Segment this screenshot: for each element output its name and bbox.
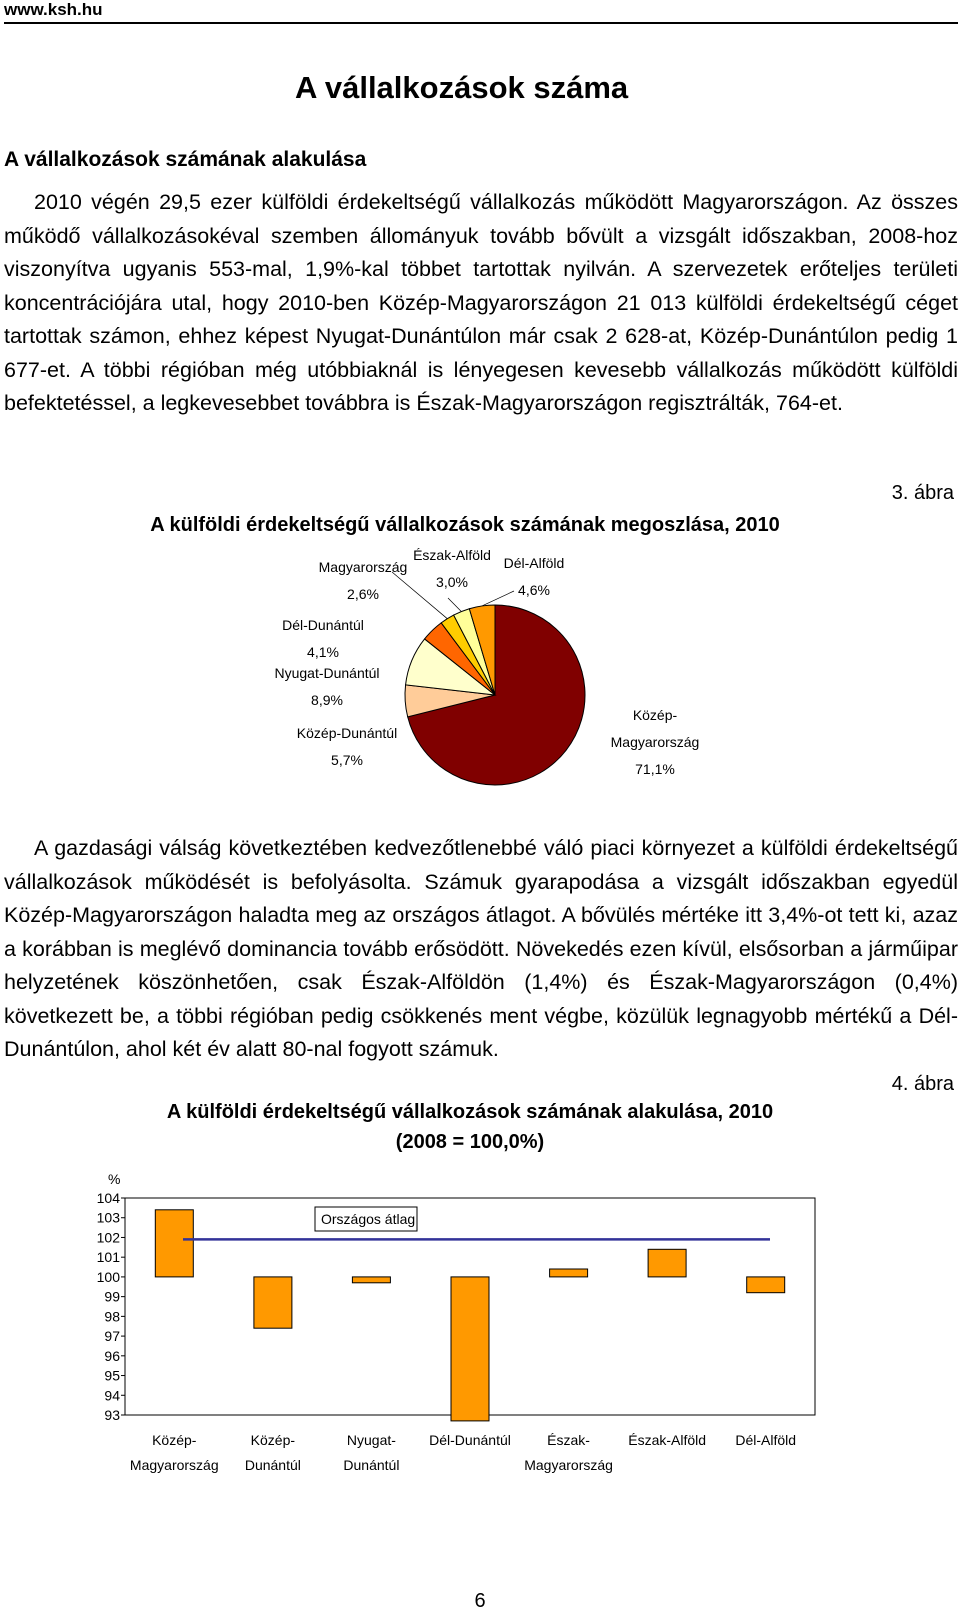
site-link[interactable]: www.ksh.hu — [4, 0, 103, 19]
section-heading: A vállalkozások számának alakulása — [4, 148, 367, 171]
y-tick-label: 104 — [96, 1190, 120, 1206]
x-tick-label: Észak-Magyarország — [524, 1432, 613, 1473]
x-tick-label: Közép-Dunántúl — [244, 1432, 301, 1473]
x-tick-label: Közép-Magyarország — [129, 1432, 219, 1473]
bar-3 — [451, 1277, 489, 1421]
pie-label-1: Közép-Dunántúl 5,7% — [296, 725, 398, 768]
x-tick-label: Dél-Dunántúl — [429, 1432, 511, 1448]
y-tick-label: 103 — [96, 1209, 120, 1226]
y-tick-label: 100 — [96, 1268, 120, 1285]
page-number: 6 — [474, 1590, 486, 1612]
figure-4-title-line2: (2008 = 100,0%) — [395, 1131, 545, 1153]
y-tick-label: 94 — [104, 1387, 120, 1404]
pie-label-3: Dél-Dunántúl 4,1% — [282, 617, 364, 660]
figure-3-number: 3. ábra — [891, 482, 954, 504]
pie-label-4: Magyarország 2,6% — [318, 559, 408, 602]
y-tick-label: 101 — [96, 1249, 120, 1266]
figure-3-title: A külföldi érdekeltségű vállalkozások számának megoszlása, 2010 — [150, 514, 780, 536]
bar-chart — [0, 1160, 960, 1495]
figure-4-title-line1: A külföldi érdekeltségű vállalkozások számának alakulása, 2010 — [166, 1101, 774, 1123]
pie-label-2: Nyugat-Dunántúl 8,9% — [274, 665, 380, 708]
bar-6 — [747, 1277, 785, 1293]
y-tick-label: 99 — [104, 1288, 120, 1305]
y-tick-label: 93 — [104, 1407, 120, 1423]
y-tick-label: 97 — [104, 1328, 120, 1345]
page-title: A vállalkozások száma — [295, 70, 629, 105]
paragraph-1 — [4, 186, 958, 421]
bar-4 — [550, 1269, 588, 1277]
bar-2 — [352, 1277, 390, 1283]
x-tick-label: Nyugat-Dunántúl — [343, 1432, 400, 1473]
pie-chart — [0, 540, 960, 805]
paragraph-2-text: A gazdasági válság következtében kedvezőtlenebbé váló piaci környezet a külföldi érdekeltségű vállalkozások működését is befolyásolta. Számuk gyarapodása a vizsgált időszakban egyedül Közép-Magyarországon haladta meg az országos átlagot. A bővülés mértéke itt 3,4%-ot tett ki, azaz a korábban is meglévő dominancia tovább erősödött. Növekedés ezen kívül, elsősorban a járműipar helyzetének köszönhetően, csak Észak-Alföldön (1,4%) és Észak-Magyarországon (0,4%) következett be, a többi régióban pedig csökkenés ment végbe, közülük legnagyobb mértékű a Dél-Dunántúlon, ahol két év alatt 80-nal fogyott számuk. — [4, 836, 958, 1061]
header-rule — [4, 22, 958, 24]
pie-label-0: Közép-Magyarország 71,1% — [610, 707, 700, 777]
y-axis-unit: % — [108, 1171, 121, 1187]
paragraph-1-text: 2010 végén 29,5 ezer külföldi érdekeltségű vállalkozás működött Magyarországon. Az összes működő vállalkozásokéval szemben állományuk tovább bővült a vizsgált időszakban, 2008-hoz viszonyítva ugyanis 553-mal, 1,9%-kal többet tartottak nyilván. A szervezetek erőteljes területi koncentrációjára utal, hogy 2010-ben Közép-Magyarországon 21 013 külföldi érdekeltségű céget tartottak számon, ehhez képest Nyugat-Dunántúlon már csak 2 628-at, Közép-Dunántúlon pedig 1 677-et. A többi régióban még utóbbiaknál is lényegesen kevesebb vállalkozás működött külföldi befektetéssel, a legkevesebbet továbbra is Észak-Magyarországon regisztrálták, 764-et. — [4, 190, 958, 415]
y-tick-label: 98 — [104, 1308, 120, 1325]
figure-4-number: 4. ábra — [891, 1073, 954, 1095]
y-tick-label: 96 — [104, 1347, 120, 1364]
bar-1 — [254, 1277, 292, 1328]
pie-leader-line-6 — [482, 591, 514, 606]
x-tick-label: Észak-Alföld — [628, 1432, 707, 1448]
pie-leader-line-5 — [448, 598, 461, 612]
bar-0 — [155, 1210, 193, 1277]
reference-line-label: Országos átlag — [321, 1211, 416, 1227]
y-tick-label: 95 — [104, 1367, 120, 1384]
x-tick-label: Dél-Alföld — [735, 1432, 797, 1448]
y-tick-label: 102 — [96, 1229, 120, 1246]
figure-4-title — [120, 1097, 820, 1157]
bar-5 — [648, 1249, 686, 1277]
pie-label-6: Dél-Alföld 4,6% — [503, 555, 565, 598]
pie-label-5: Észak-Alföld 3,0% — [413, 547, 491, 590]
paragraph-2 — [4, 832, 958, 1067]
